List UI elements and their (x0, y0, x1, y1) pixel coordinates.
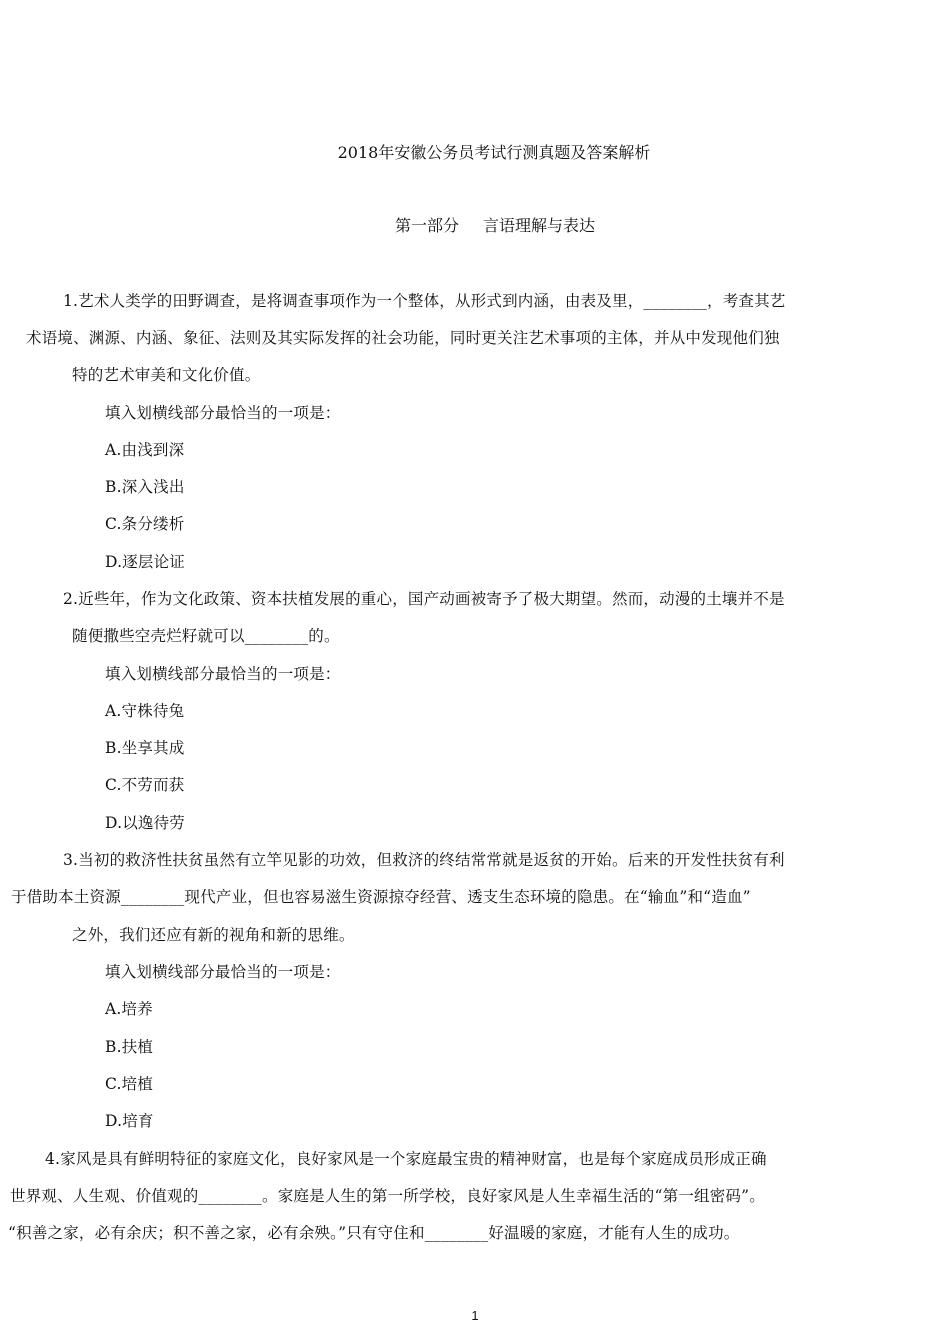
document-title: 2018年安徽公务员考试行测真题及答案解析 (337, 143, 651, 162)
question-text-line: 3.当初的救济性扶贫虽然有立竿见影的功效，但救济的终结常常就是返贫的开始。后来的开发性扶贫有利 (63, 851, 785, 869)
question-text-line: 1.艺术人类学的田野调查，是将调查事项作为一个整体，从形式到内涵，由表及里，________，考查其艺 (63, 292, 786, 310)
question-text-line: 特的艺术审美和文化价值。 (72, 366, 261, 384)
question-prompt: 填入划横线部分最恰当的一项是： (105, 404, 341, 422)
question-text-line: 4.家风是具有鲜明特征的家庭文化，良好家风是一个家庭最宝贵的精神财富，也是每个家庭成员形成正确 (45, 1150, 767, 1168)
option-d: D.逐层论证 (105, 553, 186, 571)
question-text-line: 术语境、渊源、内涵、象征、法则及其实际发挥的社会功能，同时更关注艺术事项的主体，并从中发现他们独 (26, 329, 780, 347)
option-b: B.扶植 (105, 1038, 154, 1056)
question-text-line: 于借助本土资源________现代产业，但也容易滋生资源掠夺经营、透支生态环境的隐患。在“输血”和“造血” (11, 888, 751, 906)
option-d: D.培育 (105, 1112, 154, 1130)
option-b: B.坐享其成 (105, 739, 185, 757)
option-a: A.守株待兔 (105, 702, 185, 720)
question-text-line: “积善之家，必有余庆；积不善之家，必有余殃。”只有守住和________好温暖的家庭，才能有人生的成功。 (8, 1224, 740, 1242)
page-number: 1 (471, 1308, 479, 1323)
option-b: B.深入浅出 (105, 478, 185, 496)
question-text-line: 2.近些年，作为文化政策、资本扶植发展的重心，国产动画被寄予了极大期望。然而，动漫的土壤并不是 (63, 590, 785, 608)
option-a: A.由浅到深 (105, 441, 185, 459)
question-text-line: 世界观、人生观、价值观的________。家庭是人生的第一所学校，良好家风是人生幸福生活的“第一组密码”。 (10, 1187, 765, 1205)
option-d: D.以逸待劳 (105, 814, 186, 832)
option-c: C.条分缕析 (105, 515, 185, 533)
question-text-line: 之外，我们还应有新的视角和新的思维。 (72, 926, 355, 944)
section-name: 言语理解与表达 (483, 216, 596, 235)
question-text-line: 随便撒些空壳烂籽就可以________的。 (72, 627, 340, 645)
section-part: 第一部分 (394, 216, 459, 235)
question-prompt: 填入划横线部分最恰当的一项是： (105, 665, 341, 683)
section-heading (0, 216, 950, 236)
question-prompt: 填入划横线部分最恰当的一项是： (105, 963, 341, 981)
option-c: C.培植 (105, 1075, 154, 1093)
option-c: C.不劳而获 (105, 776, 185, 794)
option-a: A.培养 (105, 1000, 153, 1018)
